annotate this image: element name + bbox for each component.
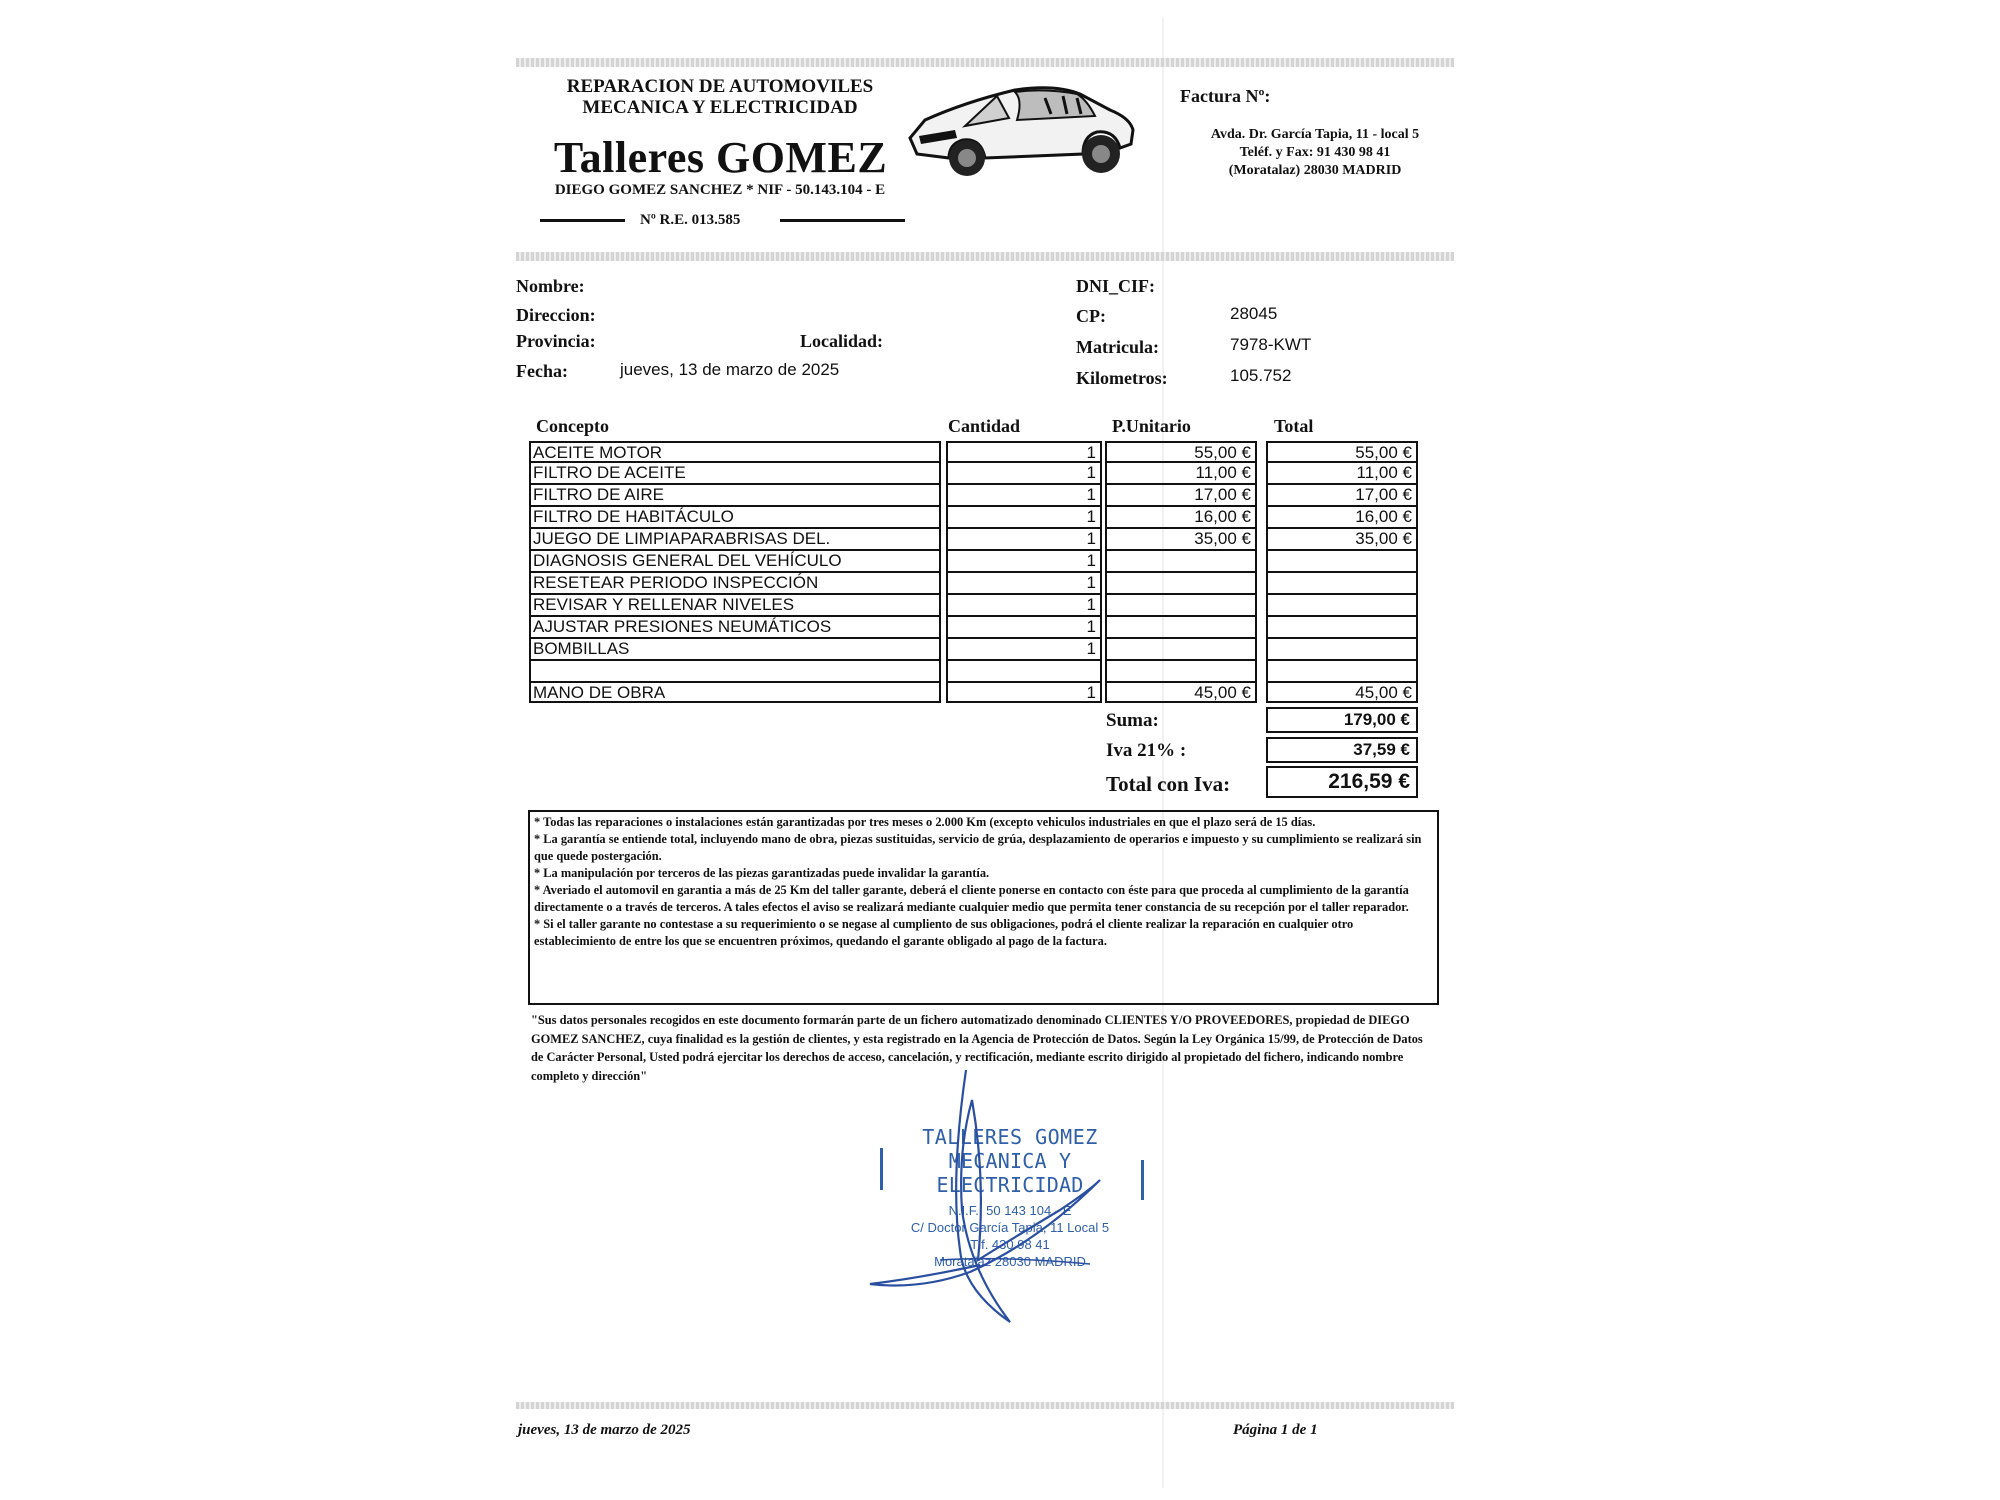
line-total <box>1268 661 1416 683</box>
registry-line-right <box>780 219 905 222</box>
term-3: * La manipulación por terceros de las piezas garantizadas puede invalidar la garantía. <box>534 866 990 880</box>
line-concepto: FILTRO DE AIRE <box>531 485 939 507</box>
line-cantidad: 1 <box>948 617 1100 639</box>
company-name: Talleres GOMEZ <box>553 133 888 182</box>
col-total-header: Total <box>1274 416 1314 436</box>
sports-car-icon <box>905 80 1165 180</box>
line-cantidad: 1 <box>948 441 1100 463</box>
col-unitario-header: P.Unitario <box>1112 416 1191 436</box>
line-concepto: BOMBILLAS <box>531 639 939 661</box>
line-total <box>1268 551 1416 573</box>
iva-value: 37,59 € <box>1266 737 1418 763</box>
owner-nif: DIEGO GOMEZ SANCHEZ * NIF - 50.143.104 - E <box>554 182 886 198</box>
col-cantidad-header: Cantidad <box>948 416 1021 436</box>
line-cantidad: 1 <box>948 551 1100 573</box>
registry-line-left <box>540 219 625 222</box>
col-concepto-header: Concepto <box>536 416 609 436</box>
line-unitario: 11,00 € <box>1107 463 1255 485</box>
header-bottom-rule <box>516 252 1454 261</box>
stamp-line-5: Tlf. 430 98 41 <box>970 1237 1050 1252</box>
address-line-3: (Moratalaz) 28030 MADRID <box>1228 163 1402 178</box>
line-unitario <box>1107 551 1255 573</box>
line-concepto: DIAGNOSIS GENERAL DEL VEHÍCULO <box>531 551 939 573</box>
company-activity <box>535 76 905 118</box>
term-4: * Averiado el automovil en garantia a más de 25 Km del taller garante, deberá el cliente ponerse en contacto con éste para que proceda al cumplimiento de la garantía directamente o a través de terceros. A tales efectos el aviso se realizará mediante cualquier medio que permita tener constancia de su recepción por el taller reparador. <box>534 883 1409 914</box>
term-5: * Si el taller garante no contestase a su requerimiento o se negase al cumpliento de sus obligaciones, podrá el cliente realizar la reparación en cualquier otro establecimiento de entre los que se encuentren próximos, quedando el garante obligado al pago de la factura. <box>534 917 1354 948</box>
activity-line-2: MECANICA Y ELECTRICIDAD <box>582 97 858 118</box>
line-unitario <box>1107 617 1255 639</box>
line-total <box>1268 617 1416 639</box>
line-total: 55,00 € <box>1268 441 1416 463</box>
stamp-line-2: MECANICA Y ELECTRICIDAD <box>936 1149 1084 1197</box>
registry-number: Nº R.E. 013.585 <box>640 212 741 228</box>
line-cantidad: 1 <box>1086 683 1096 702</box>
localidad-label: Localidad: <box>800 331 884 351</box>
fecha-label: Fecha: <box>516 361 568 381</box>
activity-line-1: REPARACION DE AUTOMOVILES <box>566 76 874 97</box>
line-unitario <box>1107 661 1255 683</box>
stamp-bar-right <box>1141 1160 1144 1200</box>
line-cantidad: 1 <box>948 485 1100 507</box>
suma-value: 179,00 € <box>1266 707 1418 733</box>
line-cantidad <box>948 661 1100 683</box>
line-unitario <box>1107 573 1255 595</box>
line-concepto: RESETEAR PERIODO INSPECCIÓN <box>531 573 939 595</box>
line-cantidad: 1 <box>948 463 1100 485</box>
invoice-number-label: Factura Nº: <box>1180 86 1271 106</box>
line-total: 35,00 € <box>1268 529 1416 551</box>
line-unitario: 16,00 € <box>1107 507 1255 529</box>
provincia-label: Provincia: <box>516 331 596 351</box>
matricula-value: 7978-KWT <box>1230 335 1312 354</box>
direccion-label: Direccion: <box>516 305 596 325</box>
line-cantidad: 1 <box>948 639 1100 661</box>
km-value: 105.752 <box>1230 366 1292 385</box>
privacy-notice: "Sus datos personales recogidos en este documento formarán parte de un fichero automatizado denominado CLIENTES Y/O PROVEEDORES, propiedad de DIEGO GOMEZ SANCHEZ, cuya finalidad es la gestión de clientes, y esta registrado en la Agencia de Protección de Datos. Según la Ley Orgánica 15/99, de Protección de Datos de Carácter Personal, Usted podrá ejercitar los derechos de acceso, cancelación, y rectificación, mediante escrito dirigido al propietado del fichero, indicando nombre completo y dirección" <box>531 1013 1423 1083</box>
cp-label: CP: <box>1076 306 1106 326</box>
footer-page: Página 1 de 1 <box>1233 1422 1318 1438</box>
line-unitario: 17,00 € <box>1107 485 1255 507</box>
line-total: 17,00 € <box>1268 485 1416 507</box>
line-concepto: FILTRO DE HABITÁCULO <box>531 507 939 529</box>
km-label: Kilometros: <box>1076 368 1168 388</box>
stamp-line-3: N.I.F.: 50 143 104 - E <box>948 1203 1072 1218</box>
iva-label: Iva 21% : <box>1106 740 1187 761</box>
line-concepto: FILTRO DE ACEITE <box>531 463 939 485</box>
line-total <box>1268 595 1416 617</box>
total-value: 216,59 € <box>1266 766 1418 798</box>
line-concepto <box>531 661 939 683</box>
suma-label: Suma: <box>1106 710 1159 731</box>
nombre-label: Nombre: <box>516 276 585 296</box>
line-unitario: 45,00 € <box>1194 683 1251 702</box>
line-concepto: REVISAR Y RELLENAR NIVELES <box>531 595 939 617</box>
stamp-line-1: TALLERES GOMEZ <box>922 1125 1098 1149</box>
stamp-line-6: Moratalaz 28030 MADRID <box>934 1254 1086 1269</box>
line-concepto: JUEGO DE LIMPIAPARABRISAS DEL. <box>531 529 939 551</box>
line-unitario <box>1107 595 1255 617</box>
line-total <box>1268 639 1416 661</box>
line-unitario <box>1107 639 1255 661</box>
line-cantidad: 1 <box>948 507 1100 529</box>
line-unitario: 35,00 € <box>1107 529 1255 551</box>
warranty-terms <box>528 810 1439 1005</box>
line-cantidad: 1 <box>948 595 1100 617</box>
line-total: 11,00 € <box>1268 463 1416 485</box>
line-total: 16,00 € <box>1268 507 1416 529</box>
line-unitario: 55,00 € <box>1107 441 1255 463</box>
line-total: 45,00 € <box>1355 683 1412 702</box>
line-concepto: AJUSTAR PRESIONES NEUMÁTICOS <box>531 617 939 639</box>
address-line-1: Avda. Dr. García Tapia, 11 - local 5 <box>1210 127 1420 142</box>
footer-date: jueves, 13 de marzo de 2025 <box>518 1422 691 1438</box>
matricula-label: Matricula: <box>1076 337 1159 357</box>
company-address <box>1180 126 1450 180</box>
total-label: Total con Iva: <box>1106 772 1231 796</box>
cp-value: 28045 <box>1230 304 1278 323</box>
line-total <box>1268 573 1416 595</box>
term-1: * Todas las reparaciones o instalaciones están garantizadas por tres meses o 2.000 Km (excepto vehiculos industriales en que el plazo será de 15 días. <box>534 815 1316 829</box>
line-concepto: MANO DE OBRA <box>533 683 666 702</box>
top-rule <box>516 58 1454 67</box>
footer-rule <box>516 1402 1454 1409</box>
fecha-value: jueves, 13 de marzo de 2025 <box>620 360 840 379</box>
term-2: * La garantía se entiende total, incluyendo mano de obra, piezas sustituidas, servicio de grúa, desplazamiento de operarios e impuesto y su cumplimiento se realizará sin que quede postergación. <box>534 832 1422 863</box>
line-concepto: ACEITE MOTOR <box>531 441 939 463</box>
stamp-line-4: C/ Doctor García Tapia, 11 Local 5 <box>910 1220 1110 1235</box>
address-line-2: Teléf. y Fax: 91 430 98 41 <box>1239 145 1391 160</box>
line-cantidad: 1 <box>948 573 1100 595</box>
signature-icon <box>860 1060 1120 1340</box>
line-cantidad: 1 <box>948 529 1100 551</box>
dni-label: DNI_CIF: <box>1076 276 1155 296</box>
